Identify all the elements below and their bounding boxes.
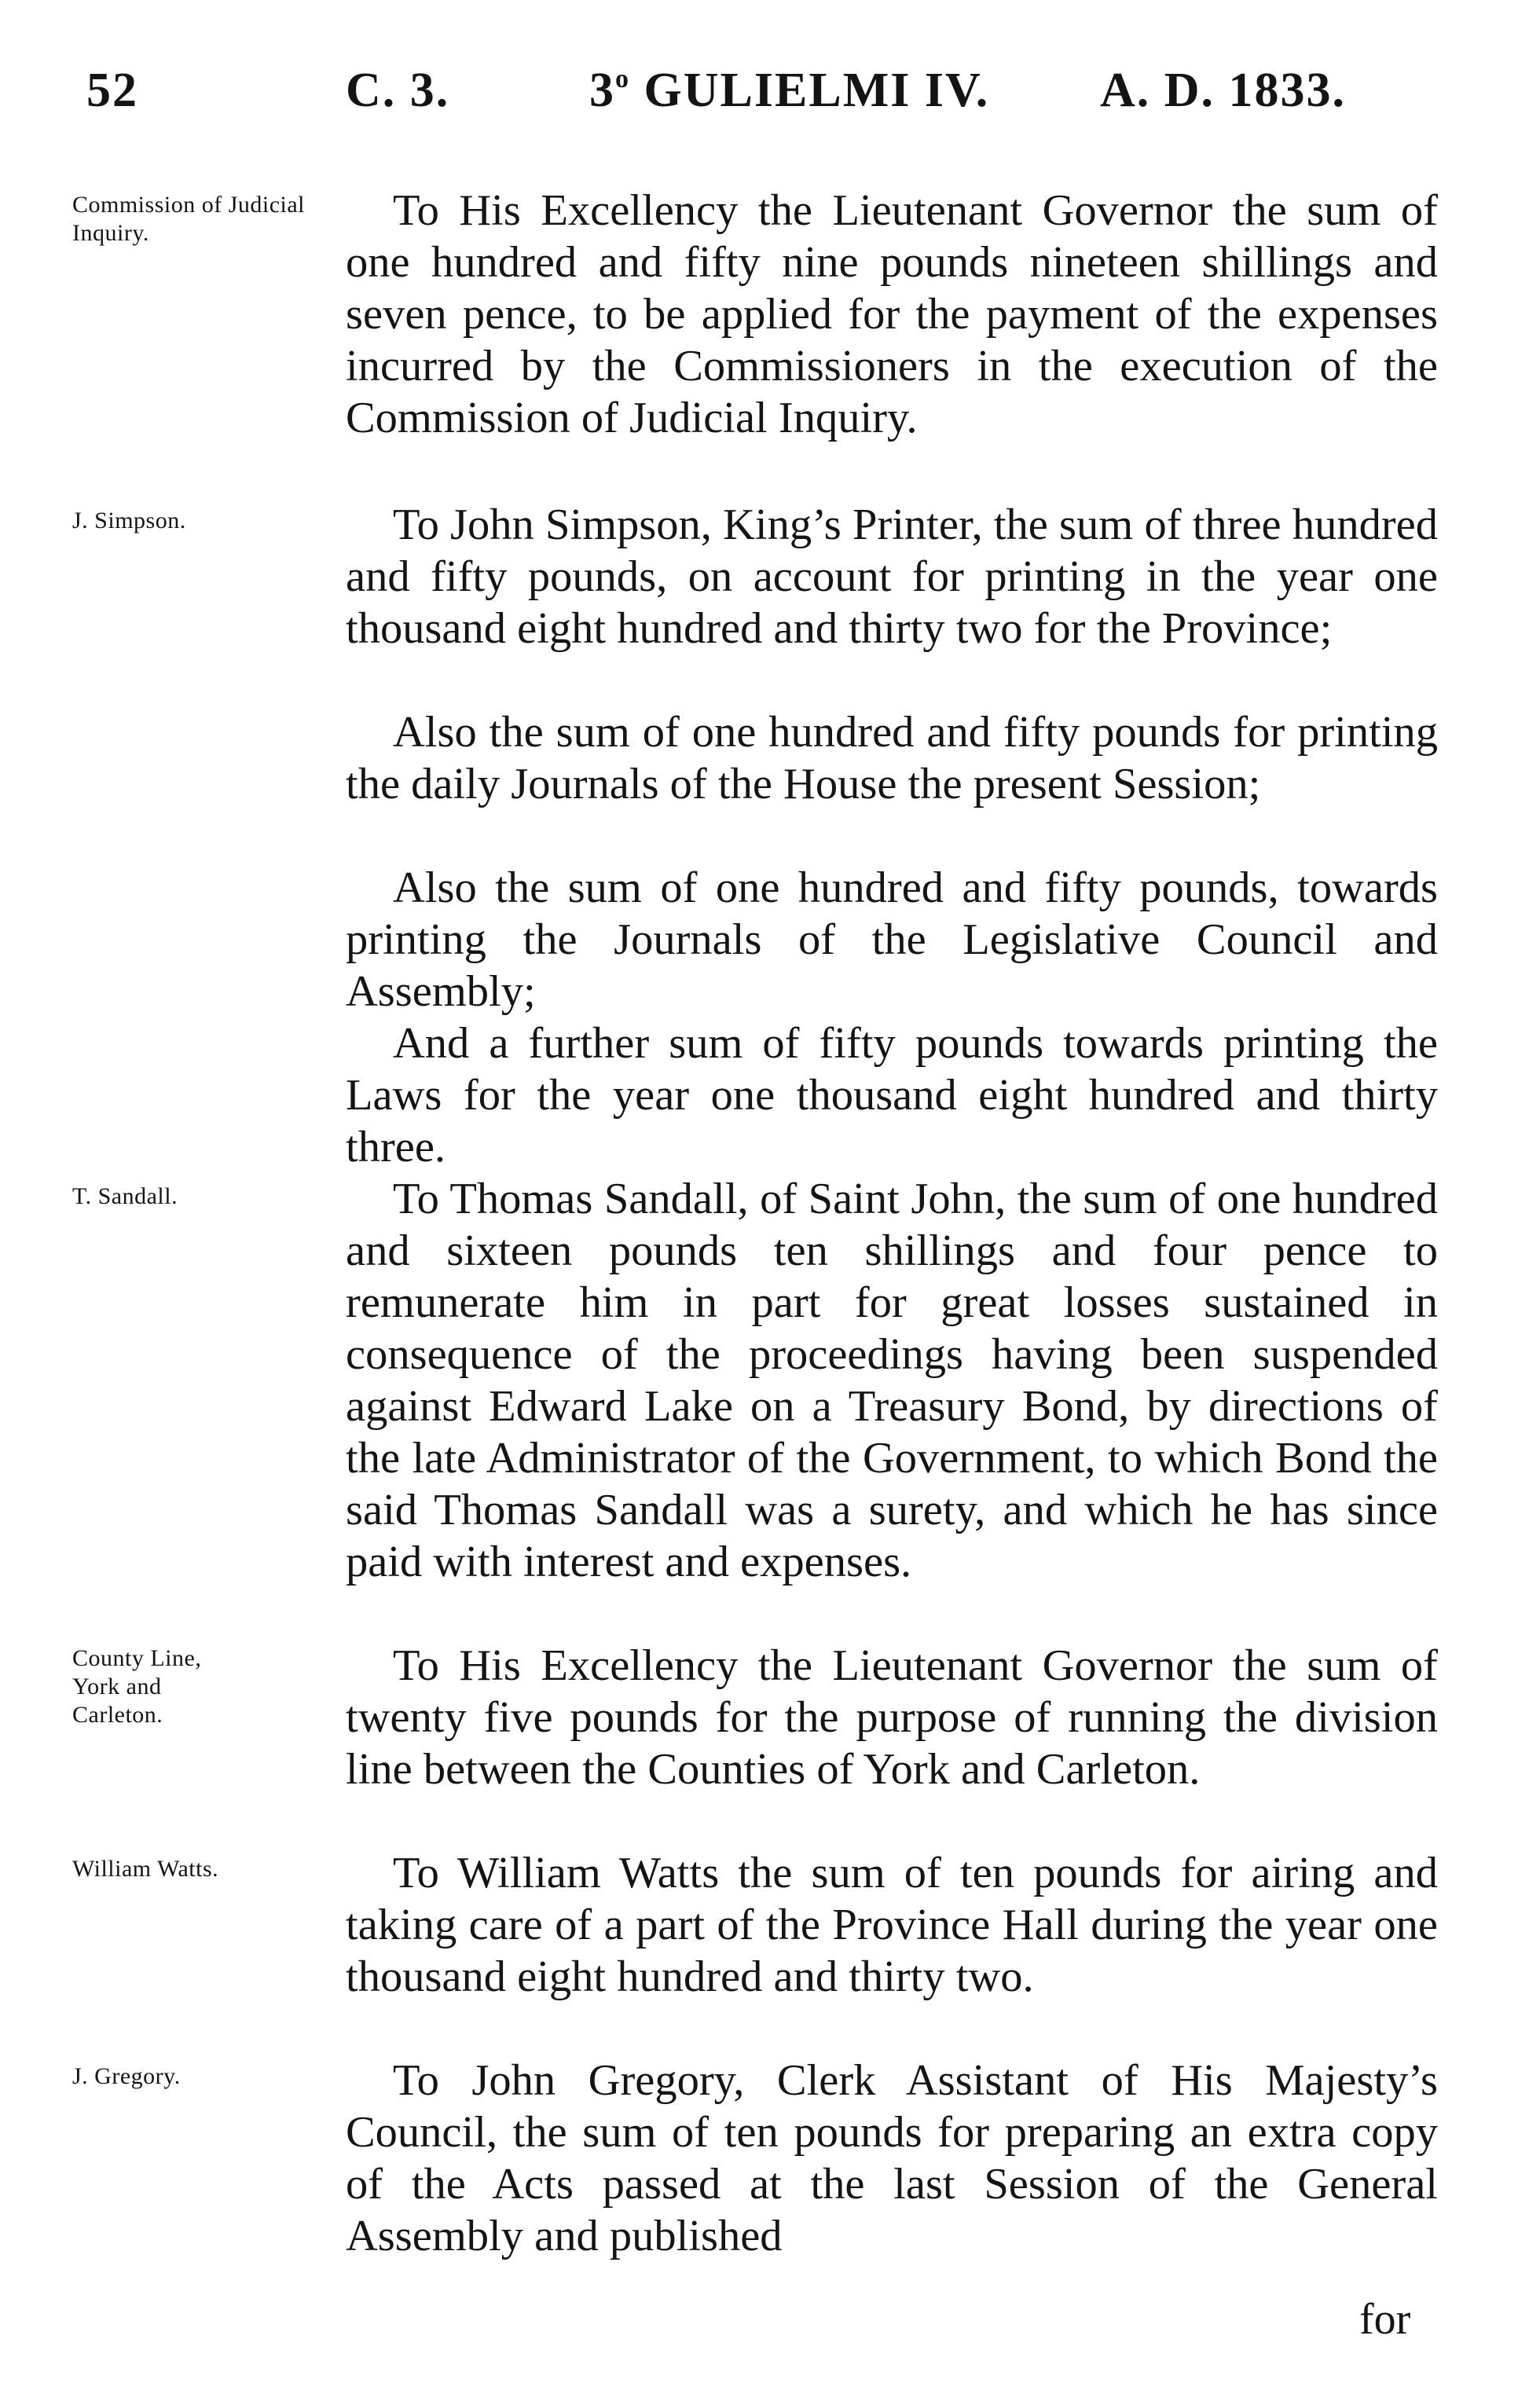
margin-note: William Watts.: [72, 1856, 219, 1882]
running-head: [86, 63, 1454, 126]
entry-text: To John Simpson, King’s Printer, the sum of three hundred and fifty pounds, on account for printing in the year one thousand eight hundred and thirty two for the Province;: [346, 500, 1438, 653]
entry-text: To Thomas Sandall, of Saint John, the sum of one hundred and sixteen pounds ten shillings and four pence to remunerate him in part for great losses sustained in consequence of the proceedings having been suspended against Edward Lake on a Treasury Bond, by directions of the late Administrator of the Government, to which Bond the said Thomas Sandall was a surety, and which he has since paid with interest and expenses.: [346, 1175, 1438, 1586]
entry-text: And a further sum of fifty pounds towards printing the Laws for the year one thousand eight hundred and thirty three.: [346, 1019, 1438, 1171]
regnal-superscript: o: [615, 64, 630, 93]
margin-note: County Line, York and Carleton.: [72, 1645, 202, 1728]
regnal-name: GULIELMI IV.: [630, 64, 990, 117]
margin-note: J. Simpson.: [72, 508, 186, 533]
page-number: 52: [86, 64, 138, 117]
margin-note: T. Sandall.: [72, 1183, 178, 1209]
margin-note: Commission of Judicial Inquiry.: [72, 192, 305, 246]
entry-text: To William Watts the sum of ten pounds for airing and taking care of a part of the Province Hall during the year one thousand eight hundred and thirty two.: [346, 1849, 1438, 2001]
entry-text: To John Gregory, Clerk Assistant of His Majesty’s Council, the sum of ten pounds for preparing an extra copy of the Acts passed at the last Session of the General Assembly and published: [346, 2056, 1438, 2260]
year-of-act: A. D. 1833.: [1100, 64, 1347, 117]
entry-text: To His Excellency the Lieutenant Governor the sum of twenty five pounds for the purpose of running the division line between the Counties of York and Carleton.: [346, 1641, 1438, 1794]
chapter-number: C. 3.: [346, 64, 450, 117]
margin-note: J. Gregory.: [72, 2063, 181, 2089]
catchword: for: [1359, 2295, 1411, 2344]
entry-text: Also the sum of one hundred and fifty pounds for printing the daily Journals of the House the present Session;: [346, 708, 1438, 808]
regnal-year: [589, 63, 989, 119]
entry-text: Also the sum of one hundred and fifty pounds, towards printing the Journals of the Legislative Council and Assembly;: [346, 863, 1438, 1016]
entry-text: To His Excellency the Lieutenant Governor the sum of one hundred and fifty nine pounds nineteen shillings and seven pence, to be applied for the payment of the expenses incurred by the Commissioners in the execution of the Commission of Judicial Inquiry.: [346, 186, 1438, 442]
regnal-numeral: 3: [589, 64, 615, 117]
